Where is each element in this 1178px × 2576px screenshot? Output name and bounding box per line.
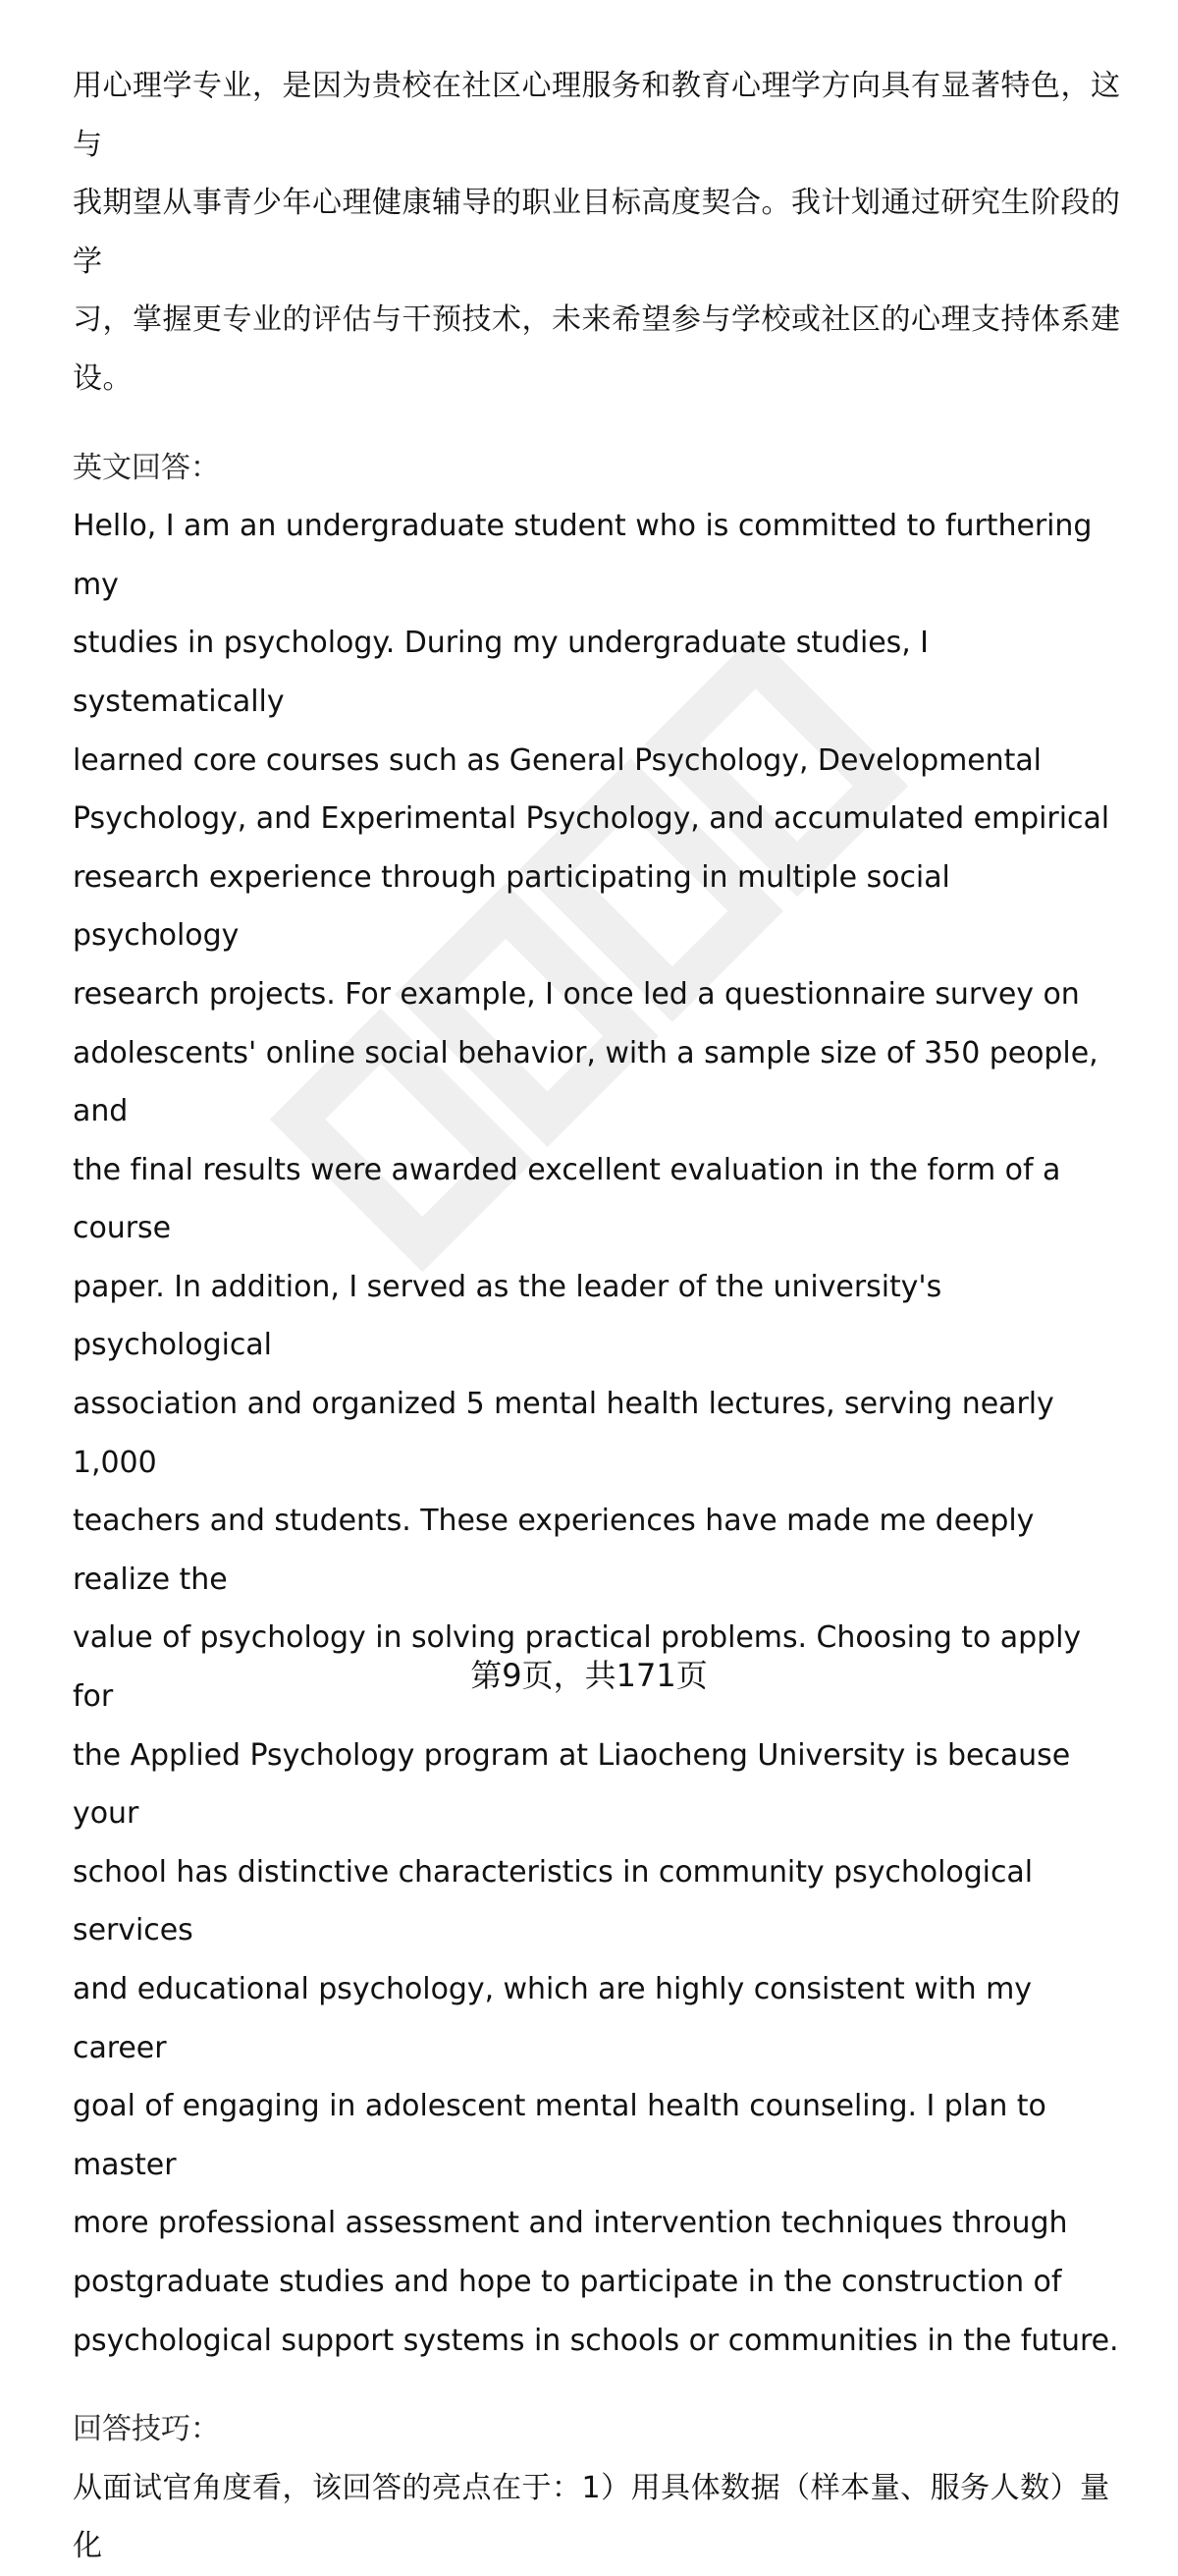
page-number-footer: 第9页，共171页 bbox=[470, 1657, 708, 1694]
intro-paragraph-cn bbox=[73, 57, 1123, 409]
tips-paragraph bbox=[73, 2459, 1123, 2576]
document-page bbox=[73, 57, 1123, 2576]
text-line: more professional assessment and intervention techniques through bbox=[73, 2206, 1068, 2241]
text-line: teachers and students. These experiences have made me deeply realize the bbox=[73, 1504, 1035, 1597]
text-line: Hello, I am an undergraduate student who is committed to furthering my bbox=[73, 509, 1093, 602]
text-line: research projects. For example, I once led a questionnaire survey on bbox=[73, 976, 1080, 1012]
text-line: 设。 bbox=[73, 360, 133, 396]
text-line: value of psychology in solving practical problems. Choosing to apply for bbox=[73, 1620, 1082, 1715]
text-line: psychological support systems in schools or communities in the future. bbox=[73, 2323, 1119, 2358]
text-line: learned core courses such as General Psychology, Developmental bbox=[73, 742, 1042, 778]
text-line: goal of engaging in adolescent mental health counseling. I plan to master bbox=[73, 2089, 1046, 2182]
text-line: research experience through participating in multiple social psychology bbox=[73, 859, 950, 954]
text-line: studies in psychology. During my undergraduate studies, I systematically bbox=[73, 626, 929, 719]
tips-label: 回答技巧： bbox=[73, 2412, 220, 2447]
text-line: association and organized 5 mental health lectures, serving nearly 1,000 bbox=[73, 1387, 1054, 1480]
text-line: school has distinctive characteristics in community psychological services bbox=[73, 1854, 1034, 1948]
text-line: 从面试官角度看，该回答的亮点在于：1）用具体数据（样本量、服务人数）量化 bbox=[73, 2470, 1110, 2564]
text-line: the Applied Psychology program at Liaocheng University is because your bbox=[73, 1737, 1071, 1832]
text-line: postgraduate studies and hope to participate in the construction of bbox=[73, 2264, 1062, 2299]
text-line: 用心理学专业，是因为贵校在社区心理服务和教育心理学方向具有显著特色，这与 bbox=[73, 69, 1121, 162]
english-answer-paragraph bbox=[73, 497, 1123, 2370]
text-line: 习，掌握更专业的评估与干预技术，未来希望参与学校或社区的心理支持体系建 bbox=[73, 302, 1121, 338]
text-line: adolescents' online social behavior, with a sample size of 350 people, and bbox=[73, 1035, 1098, 1129]
english-answer-label: 英文回答： bbox=[73, 450, 220, 485]
text-line: 我期望从事青少年心理健康辅导的职业目标高度契合。我计划通过研究生阶段的学 bbox=[73, 186, 1121, 279]
text-line: paper. In addition, I served as the leader of the university's psychological bbox=[73, 1269, 942, 1363]
text-line: Psychology, and Experimental Psychology, and accumulated empirical bbox=[73, 801, 1110, 837]
text-line: the final results were awarded excellent evaluation in the form of a course bbox=[73, 1152, 1061, 1246]
text-line: and educational psychology, which are highly consistent with my career bbox=[73, 1972, 1032, 2065]
